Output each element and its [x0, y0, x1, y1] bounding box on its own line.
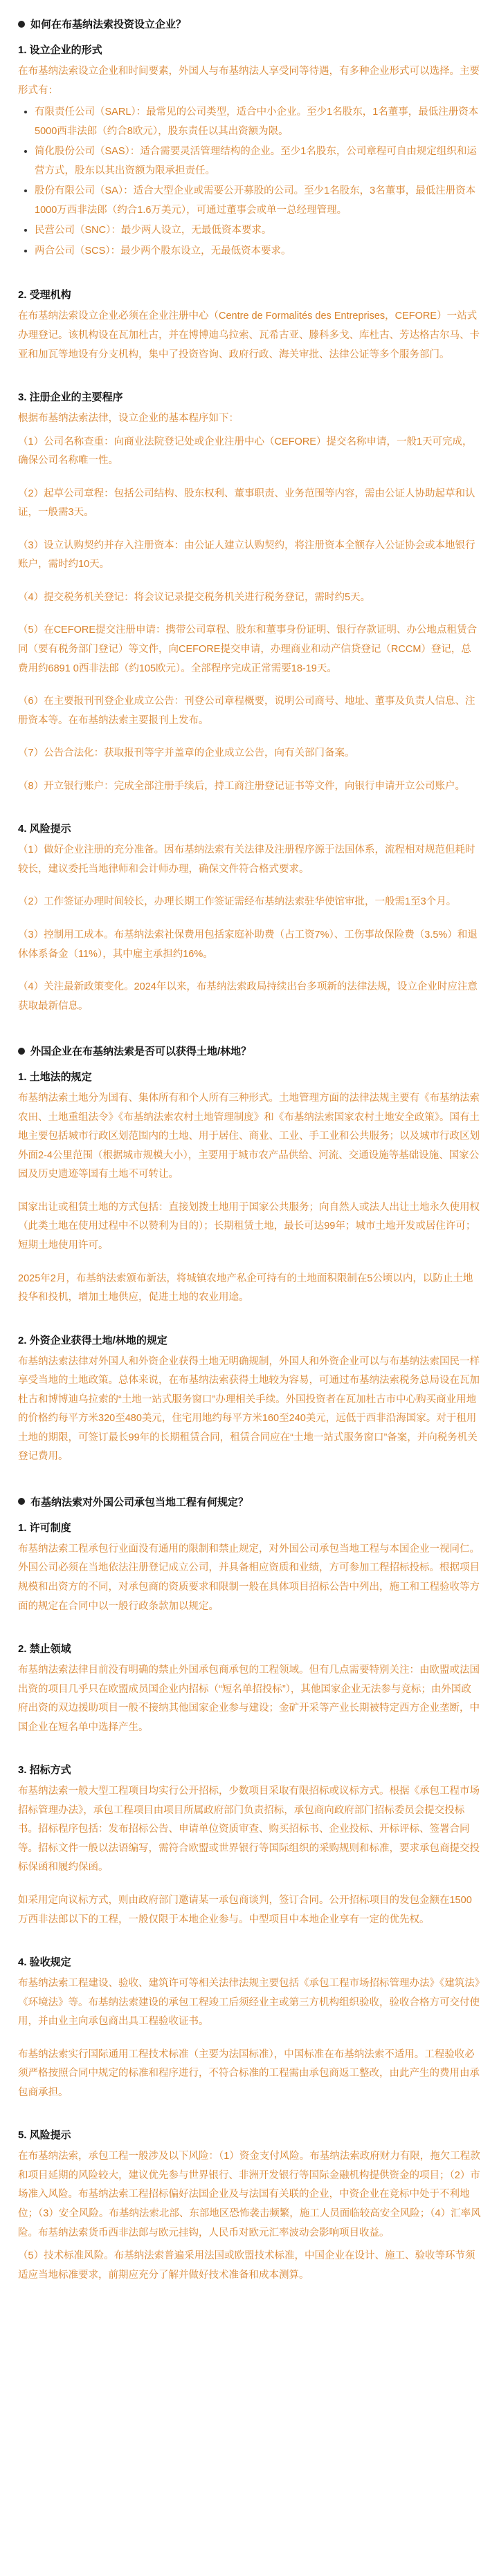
paragraph: 布基纳法索法律对外国人和外资企业获得土地无明确规制，外国人和外资企业可以与布基纳法索国民一样享受当地的土地政策。总体来说，在布基纳法索获得土地较为容易，可通过布基纳法索税务总局设在瓦加杜古和博博迪乌拉索的“土地一站式服务窗口”办理相关手续。外国投资者在瓦加杜古市中心购买商业用地的价格约每平方米320至480美元，住宅用地约每平方米160至240美元，远低于西非沿海国家。对于租用土地的期限，可签订最长99年的长期租赁合同，租赁合同应在“土地一站式服务窗口”备案，并向税务机关登记费用。: [18, 1355, 480, 1463]
section-title: 4. 验收规定: [18, 1956, 71, 1969]
paragraph: 布基纳法索工程承包行业面没有通用的限制和禁止规定，对外国公司承包当地工程与本国企业一视同仁。外国公司必须在当地依法注册登记成立公司，并具备相应资质和业绩，方可参加工程招标投标。根据项目规模和出资方的不同，对承包商的资质要求和限制一般在具体项目招标公告中列出，施工和工程验收等方面的规定在合同中以一般行政条款加以规定。: [18, 1543, 480, 1612]
paragraph: 在布基纳法索设立企业和时间要素，外国人与布基纳法人享受同等待遇，有多种企业形式可以选择。主要形式有：: [18, 66, 480, 96]
paragraph: （4）关注最新政策变化。2024年以来，布基纳法索政局持续出台多项新的法律法规，设立企业时应注意获取最新信息。: [18, 981, 478, 1012]
list-item: • 简化股份公司（SAS）：适合需要灵活管理结构的企业。至少1名股东，公司章程可自由规定组织和运营方式，股东以其出资额为限承担责任。: [35, 142, 481, 180]
paragraph: （5）在CEFORE提交注册申请：携带公司章程、股东和董事身份证明、银行存款证明、办公地点租赁合同（要有税务部门登记）等文件，向CEFORE提交申请，办理商业和动产信贷登记（RCCM）登记，总费用约6891 0西非法郎（约105欧元）。全部程序完成正常需要18-19天。: [18, 624, 477, 674]
section-title: 2. 受理机构: [18, 289, 71, 302]
section-title: 2. 禁止领域: [18, 1643, 71, 1656]
paragraph: 布基纳法索土地分为国有、集体所有和个人所有三种形式。土地管理方面的法律法规主要有《布基纳法索农田、土地重组法令》《布基纳法索农村土地管理制度》和《布基纳法索国家农村土地安全政策》。国有土地主要包括城市行政区划范围内的土地、用于居住、商业、工业、手工业和公共服务；以及城市行政区划外面2-4公里范围（根据城市规模大小），主要用于城市农产品供给、河流、交通设施等基础设施、国家公园及历史遗迹等国有土地不可转让。: [18, 1093, 480, 1180]
paragraph: 布基纳法索一般大型工程项目均实行公开招标，少数项目采取有限招标或议标方式。根据《承包工程市场招标管理办法》，承包工程项目由项目所属政府部门负责招标，承包商向政府部门招标委员会提交投标书。招标程序包括：发布招标公告、申请单位资质审查、购买招标书、企业投标、开标评标、签署合同等。招标文件一般以法语编写，需符合欧盟或世界银行等国际组织的采购规则和标准，要求承包商提交投标保函和履约保函。: [18, 1786, 480, 1873]
section-title: 5. 风险提示: [18, 2129, 71, 2142]
question-heading-2: [18, 1044, 481, 1058]
list-item: • 民营公司（SNC）：最少两人设立，无最低资本要求。: [35, 221, 481, 241]
section-title: 2. 外资企业获得土地/林地的规定: [18, 1334, 167, 1346]
paragraph: 国家出让或租赁土地的方式包括：直接划拨土地用于国家公共服务；向自然人或法人出让土地永久使用权（此类土地在使用过程中不以赞利为目的）；长期租赁土地，最长可达99年；城市土地开发或居住许可；短期土地使用许可。: [18, 1201, 480, 1251]
paragraph: （4）提交税务机关登记：将会议记录提交税务机关进行税务登记，需时约5天。: [18, 591, 371, 603]
section-title: 4. 风险提示: [18, 823, 71, 835]
question-heading-3: [18, 1494, 481, 1509]
company-forms-list: [18, 103, 481, 261]
paragraph: 如采用定向议标方式，则由政府部门邀请某一承包商谈判，签订合同。公开招标项目的发包金额在1500万西非法郎以下的工程，一般仅限于本地企业参与。中型项目中本地企业享有一定的优先权。: [18, 1895, 472, 1925]
paragraph: 在布基纳法索设立企业必须在企业注册中心（Centre de Formalités des Entreprises，CEFORE）一站式办理登记。该机构设在瓦加杜古，并在博博迪乌拉索、瓦希古亚、滕科多戈、库杜古、芳达格古尔马、卡亚和加瓦等地设有分支机构，集中了投资咨询、政府行政、海关审批、法律公证等多个服务部门。: [18, 311, 480, 360]
paragraph: （6）在主要报刊刊登企业成立公告：刊登公司章程概要，说明公司商号、地址、董事及负责人信息、注册资本等。在布基纳法索主要报刊上发布。: [18, 696, 475, 726]
bullet-dot-icon: [18, 1048, 25, 1055]
paragraph: （1）做好企业注册的充分准备。因布基纳法索有关法律及注册程序源于法国体系，流程相对规范但耗时较长，建议委托当地律师和会计师办理，确保文件符合格式要求。: [18, 844, 475, 875]
section-title: 3. 注册企业的主要程序: [18, 391, 123, 404]
list-item: • 股份有限公司（SA）：适合大型企业或需要公开募股的公司。至少1名股东，3名董事，最低注册资本1000万西非法郎（约合1.6万美元），可通过董事会或单一总经理管理。: [35, 182, 481, 220]
question-title: 如何在布基纳法索投资设立企业？: [30, 19, 187, 30]
paragraph: （7）公告合法化：获取报刊等字并盖章的企业成立公告，向有关部门备案。: [18, 748, 355, 759]
list-item: • 两合公司（SCS）：最少两个股东设立，无最低资本要求。: [35, 242, 481, 261]
paragraph: （3）控制用工成本。布基纳法索社保费用包括家庭补助费（占工资7%）、工伤事故保险费（3.5%）和退休体系备金（11%），其中雇主承担约16%。: [18, 929, 478, 960]
paragraph: 2025年2月，布基纳法索颁布新法，将城镇农地产私企可持有的土地面积限制在5公顷以内，以防止土地投华和投机，增加土地供应，促进土地的农业用途。: [18, 1272, 473, 1304]
section-title: 1. 土地法的规定: [18, 1071, 92, 1084]
paragraph: 根据布基纳法索法律，设立企业的基本程序如下：: [18, 413, 239, 425]
paragraph: 在布基纳法索，承包工程一般涉及以下风险：（1）资金支付风险。布基纳法索政府财力有限，拖欠工程款和项目延期的风险较大，建议优先参与世界银行、非洲开发银行等国际金融机构提供资金的项目；（2）市场准入风险。布基纳法索工程招标偏好法国企业及与法国有关联的企业，中资企业在竞标中处于不利地位；（3）安全风险。布基纳法索北部、东部地区恐怖袭击频繁，施工人员面临较高安全风险；（4）汇率风险。布基纳法索货币西非法郎与欧元挂钩，人民币对欧元汇率波动会影响项目收益。: [18, 2151, 481, 2239]
question-title: 布基纳法索对外国公司承包当地工程有何规定？: [30, 1496, 249, 1508]
paragraph: （3）设立认购契约并存入注册资本：由公证人建立认购契约，将注册资本全额存入公证协会或本地银行账户，需时约10天。: [18, 539, 475, 571]
paragraph: 布基纳法索实行国际通用工程技术标准（主要为法国标准），中国标准在布基纳法索不适用。工程验收必须严格按照合同中规定的标准和程序进行，不符合标准的工程需由承包商返工整改，由此产生的费用由承包商承担。: [18, 2048, 480, 2098]
section-title: 1. 许可制度: [18, 1521, 71, 1534]
section-title: 1. 设立企业的形式: [18, 44, 102, 56]
paragraph: （1）公司名称查重：向商业法院登记处或企业注册中心（CEFORE）提交名称申请，一般1天可完成，确保公司名称唯一性。: [18, 436, 473, 467]
paragraph: （2）起草公司章程：包括公司结构、股东权利、董事职责、业务范围等内容，需由公证人协助起草和认证，一般需3天。: [18, 488, 475, 519]
paragraph: （2）工作签证办理时间较长，办理长期工作签证需经布基纳法索驻华使馆审批，一般需1至3个月。: [18, 896, 457, 908]
question-title: 外国企业在布基纳法索是否可以获得土地/林地？: [30, 1046, 252, 1058]
list-item: • 有限责任公司（SARL）：最常见的公司类型，适合中小企业。至少1名股东，1名董事，最低注册资本5000西非法郎（约合8欧元），股东责任以其出资额为限。: [35, 103, 481, 141]
paragraph: （8）开立银行账户：完成全部注册手续后，持工商注册登记证书等文件，向银行申请开立公司账户。: [18, 780, 466, 792]
paragraph: （5）技术标准风险。布基纳法索普遍采用法国或欧盟技术标准，中国企业在设计、施工、验收等环节须适应当地标准要求，前期应充分了解并做好技术准备和成本测算。: [18, 2250, 475, 2281]
bullet-dot-icon: [18, 1498, 25, 1505]
bullet-dot-icon: [18, 21, 25, 28]
question-heading-1: [18, 17, 481, 31]
paragraph: 布基纳法索法律目前没有明确的禁止外国承包商承包的工程领域。但有几点需要特别关注：由欧盟或法国出资的项目几乎只在欧盟成员国企业内招标（“短名单招投标”），其他国家企业无法参与竞标；由外国政府出资的双边援助项目一般不接纳其他国家企业参与建设；金矿开采等产业长期被特定西方企业垄断，中国企业在短名单中选择产生。: [18, 1665, 480, 1733]
section-title: 3. 招标方式: [18, 1764, 71, 1777]
paragraph: 布基纳法索工程建设、验收、建筑许可等相关法律法规主要包括《承包工程市场招标管理办法》《建筑法》《环境法》等。布基纳法索建设的承包工程竣工后须经业主或第三方机构组织验收，验收合格方可交付使用，并由业主向承包商出具工程验收证书。: [18, 1978, 480, 2028]
